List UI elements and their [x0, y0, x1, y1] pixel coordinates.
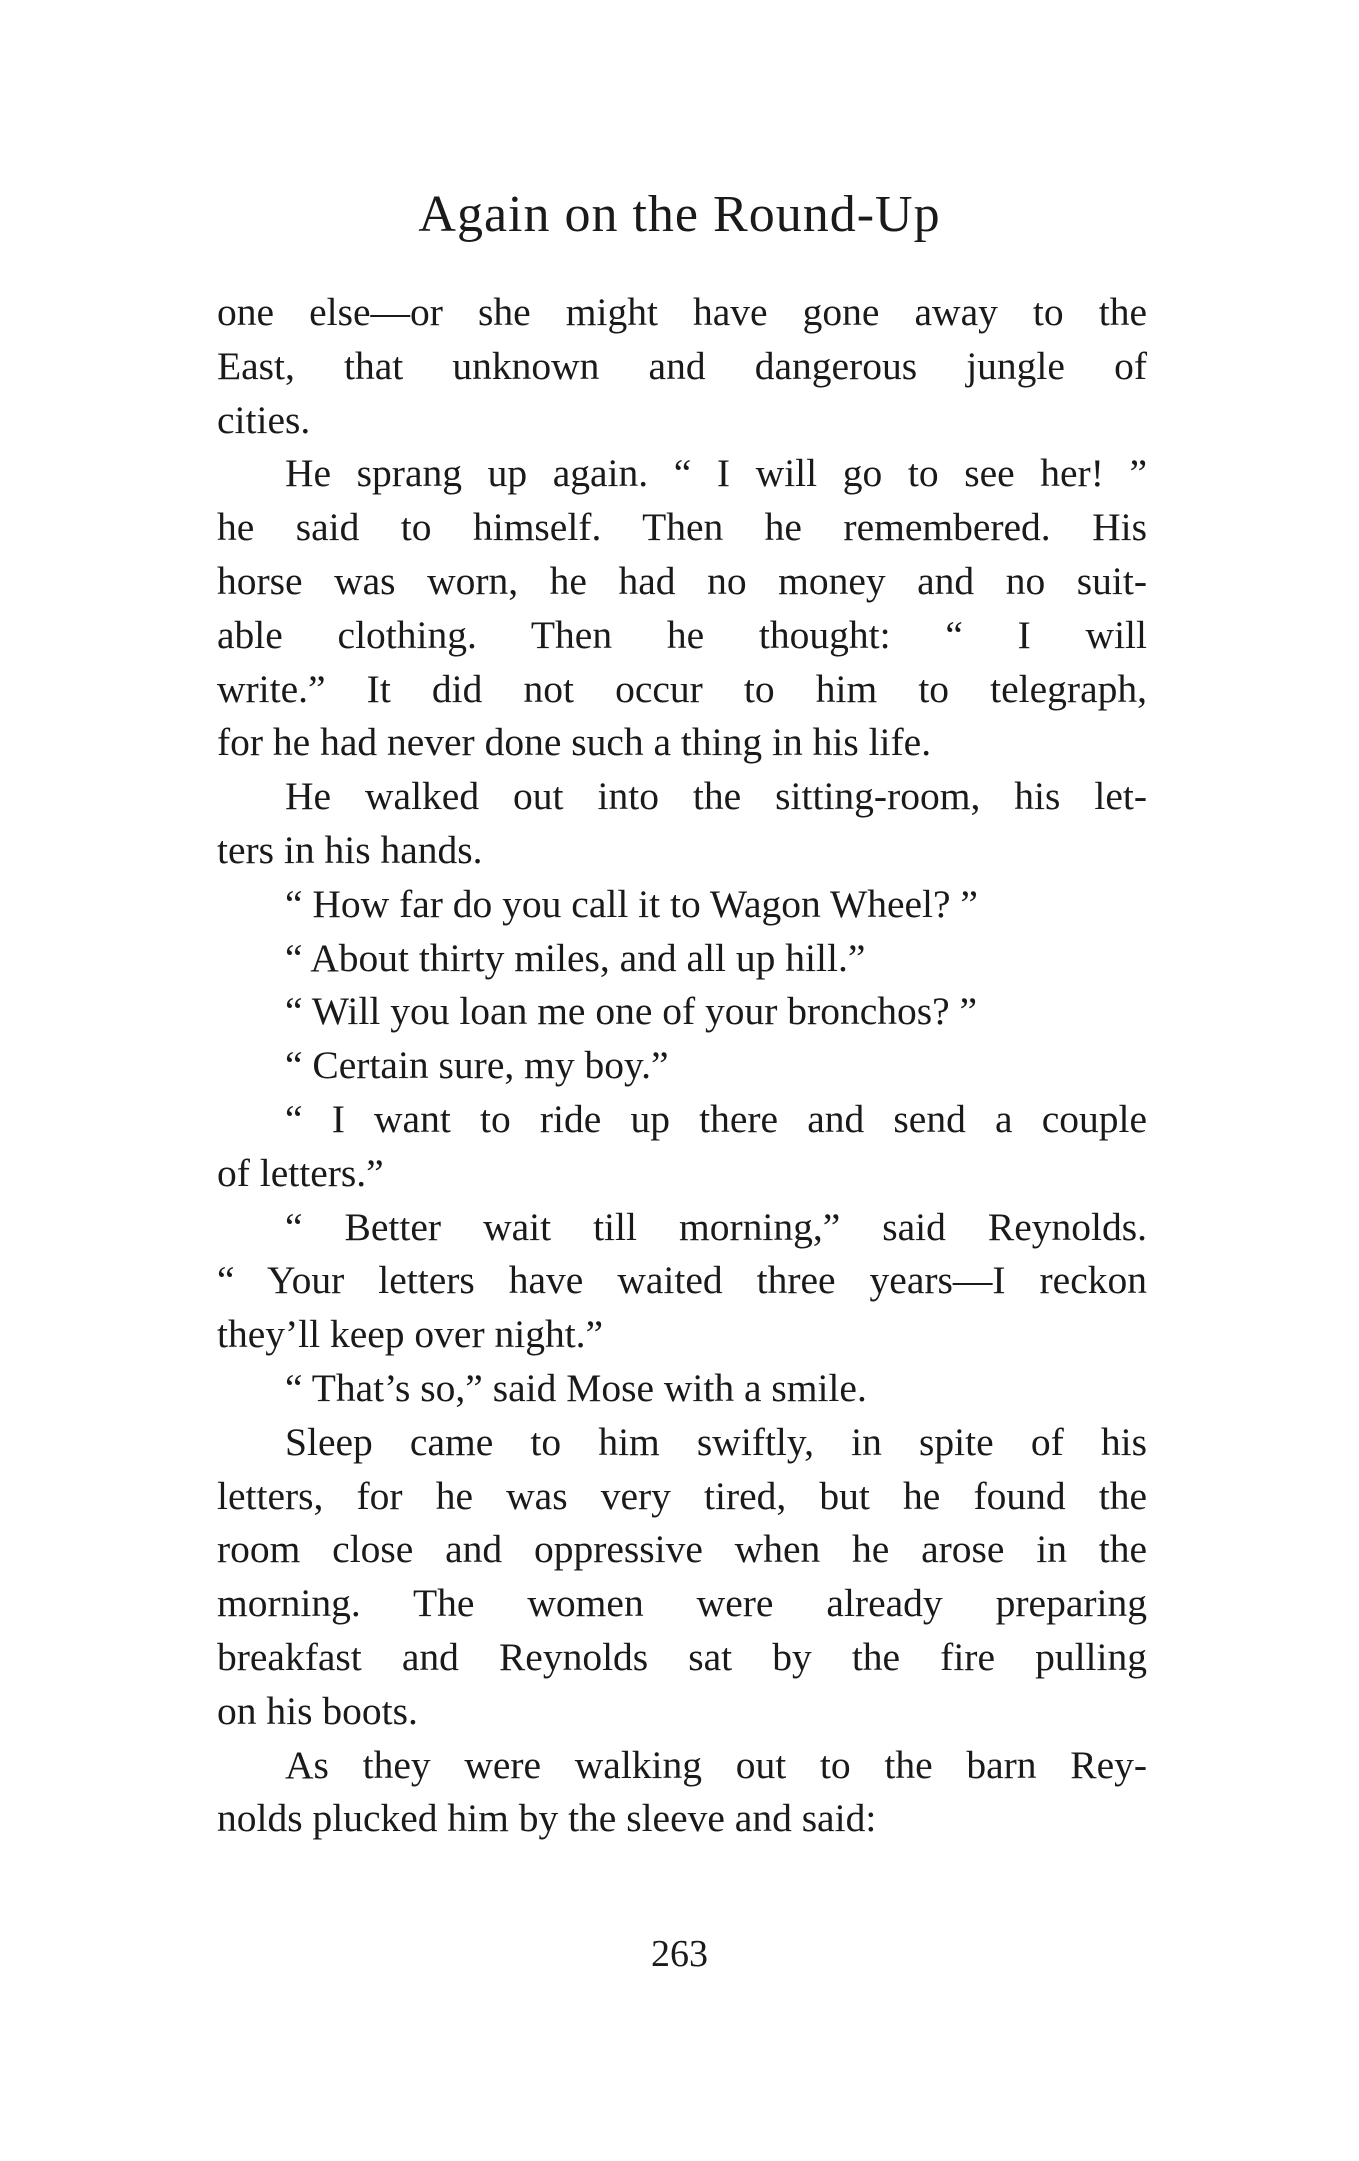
running-head: Again on the Round-Up — [418, 186, 941, 243]
paragraph — [217, 932, 1147, 986]
text-line: breakfast and Reynolds sat by the fire pulling — [217, 1634, 1147, 1679]
paragraph — [217, 1416, 1147, 1739]
text-line: they’ll keep over night.” — [217, 1312, 604, 1357]
text-line: nolds plucked him by the sleeve and said: — [217, 1796, 877, 1841]
text-line: He sprang up again. “ I will go to see her! ” — [285, 451, 1147, 496]
text-line: “ Certain sure, my boy.” — [285, 1043, 669, 1088]
paragraph — [217, 447, 1147, 770]
paragraph — [217, 1739, 1147, 1847]
text-line: of letters.” — [217, 1150, 384, 1195]
text-line: “ How far do you call it to Wagon Wheel? ” — [285, 881, 978, 926]
text-line: “ Your letters have waited three years—I reckon — [217, 1258, 1147, 1303]
paragraph — [217, 1201, 1147, 1362]
page-number: 263 — [651, 1933, 708, 1975]
text-line: Sleep came to him swiftly, in spite of his — [285, 1419, 1147, 1464]
text-line: “ Better wait till morning,” said Reynolds. — [285, 1204, 1147, 1249]
text-line: East, that unknown and dangerous jungle of — [217, 343, 1147, 388]
text-line: morning. The women were already preparing — [217, 1581, 1147, 1626]
text-line: horse was worn, he had no money and no suit- — [217, 558, 1147, 603]
text-line: for he had never done such a thing in his life. — [217, 720, 932, 765]
paragraph — [217, 286, 1147, 447]
paragraph — [217, 1039, 1147, 1093]
text-line: on his boots. — [217, 1688, 418, 1733]
paragraph — [217, 770, 1147, 878]
text-line: cities. — [217, 397, 311, 442]
text-line: “ Will you loan me one of your bronchos? ” — [285, 989, 978, 1034]
text-line: “ That’s so,” said Mose with a smile. — [285, 1365, 867, 1410]
paragraph — [217, 985, 1147, 1039]
text-line: “ About thirty miles, and all up hill.” — [285, 935, 866, 980]
text-line: room close and oppressive when he arose in the — [217, 1527, 1147, 1572]
text-line: write.” It did not occur to him to telegraph, — [217, 666, 1147, 711]
text-line: He walked out into the sitting-room, his let- — [285, 774, 1147, 819]
paragraph — [217, 1093, 1147, 1201]
text-line: “ I want to ride up there and send a couple — [285, 1096, 1147, 1141]
text-line: one else—or she might have gone away to the — [217, 290, 1147, 334]
body-text — [217, 286, 1147, 1846]
text-line: As they were walking out to the barn Rey- — [285, 1742, 1147, 1787]
paragraph — [217, 1362, 1147, 1416]
text-line: he said to himself. Then he remembered. His — [217, 505, 1147, 550]
text-line: letters, for he was very tired, but he found the — [217, 1473, 1147, 1518]
text-line: able clothing. Then he thought: “ I will — [217, 612, 1147, 657]
text-line: ters in his hands. — [217, 827, 483, 872]
paragraph — [217, 878, 1147, 932]
